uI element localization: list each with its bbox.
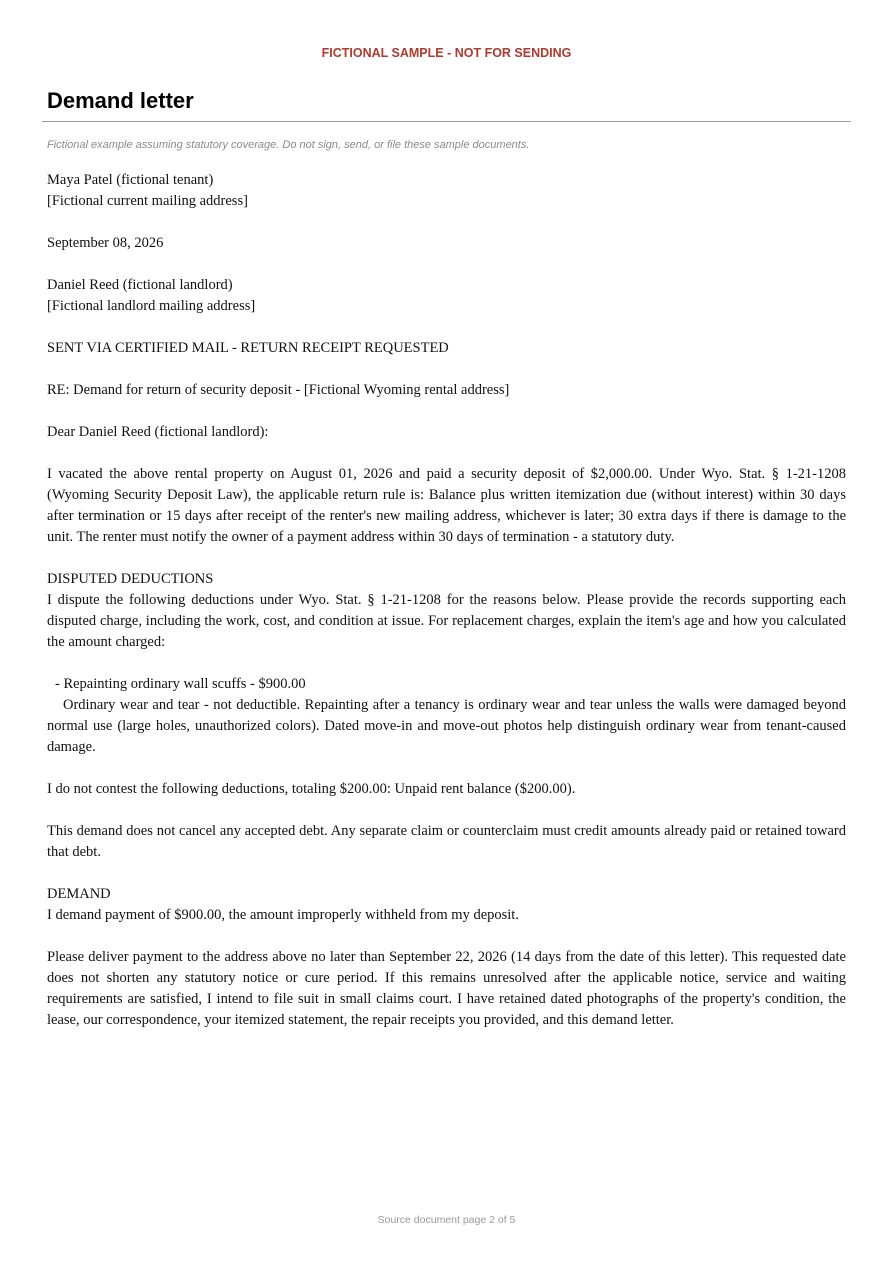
sender-block [47, 170, 846, 212]
demand-heading: DEMAND [47, 886, 111, 902]
salutation: Dear Daniel Reed (fictional landlord): [47, 424, 269, 440]
sample-watermark: FICTIONAL SAMPLE - NOT FOR SENDING [321, 46, 572, 60]
sender-name: Maya Patel (fictional tenant) [47, 172, 214, 188]
page-footer: Source document page 2 of 5 [377, 1214, 516, 1226]
offset-paragraph: This demand does not cancel any accepted debt. Any separate claim or counterclaim must credit amounts already paid or retained toward that debt. [47, 823, 846, 860]
closing-paragraph: Please deliver payment to the address above no later than September 22, 2026 (14 days from the date of this letter). This requested date does not shorten any statutory notice or cure period. If this remains unresolved after the applicable notice, service and waiting requirements are satisfied, I intend to file suit in small claims court. I have retained dated photographs of the property's condition, the lease, our correspondence, your itemized statement, the repair receipts you provided, and this demand letter. [47, 949, 846, 1028]
disputed-item-line: - Repainting ordinary wall scuffs - $900.00 [55, 676, 306, 692]
disclaimer-note: Fictional example assuming statutory coverage. Do not sign, send, or file these sample documents. [47, 139, 530, 151]
intro-paragraph: I vacated the above rental property on August 01, 2026 and paid a security deposit of $2,000.00. Under Wyo. Stat. § 1-21-1208 (Wyoming Security Deposit Law), the applicable return rule is: Balance plus written itemization due (without interest) within 30 days after termination or 15 days after receipt of the renter's new mailing address, whichever is later; 30 extra days if there is damage to the unit. The renter must notify the owner of a payment address within 30 days of termination - a statutory duty. [47, 466, 846, 545]
uncontested-paragraph: I do not contest the following deductions, totaling $200.00: Unpaid rent balance ($200.00). [47, 781, 576, 797]
delivery-method: SENT VIA CERTIFIED MAIL - RETURN RECEIPT REQUESTED [47, 340, 449, 356]
letter-date: September 08, 2026 [47, 235, 164, 251]
disputed-text: I dispute the following deductions under Wyo. Stat. § 1-21-1208 for the reasons below. Please provide the records supporting each disputed charge, including the work, cost, and condition at issue. For replacement charges, explain the item's age and how you calculated the amount charged: [47, 592, 846, 650]
recipient-name: Daniel Reed (fictional landlord) [47, 277, 233, 293]
letter-body [47, 170, 846, 1052]
disputed-heading: DISPUTED DEDUCTIONS [47, 571, 214, 587]
disputed-item [47, 674, 846, 758]
disputed-section [47, 569, 846, 653]
recipient-block [47, 275, 846, 317]
sender-address: [Fictional current mailing address] [47, 193, 248, 209]
disputed-item-explanation: Ordinary wear and tear - not deductible. Repainting after a tenancy is ordinary wear and tear unless the walls were damaged beyond normal use (large holes, unauthorized colors). Dated move-in and move-out photos help distinguish ordinary wear from tenant-caused damage. [47, 697, 846, 755]
demand-section [47, 884, 846, 926]
title-divider [42, 121, 851, 122]
page-title: Demand letter [47, 88, 194, 113]
re-line: RE: Demand for return of security deposit - [Fictional Wyoming rental address] [47, 382, 510, 398]
demand-text: I demand payment of $900.00, the amount improperly withheld from my deposit. [47, 907, 519, 923]
recipient-address: [Fictional landlord mailing address] [47, 298, 256, 314]
